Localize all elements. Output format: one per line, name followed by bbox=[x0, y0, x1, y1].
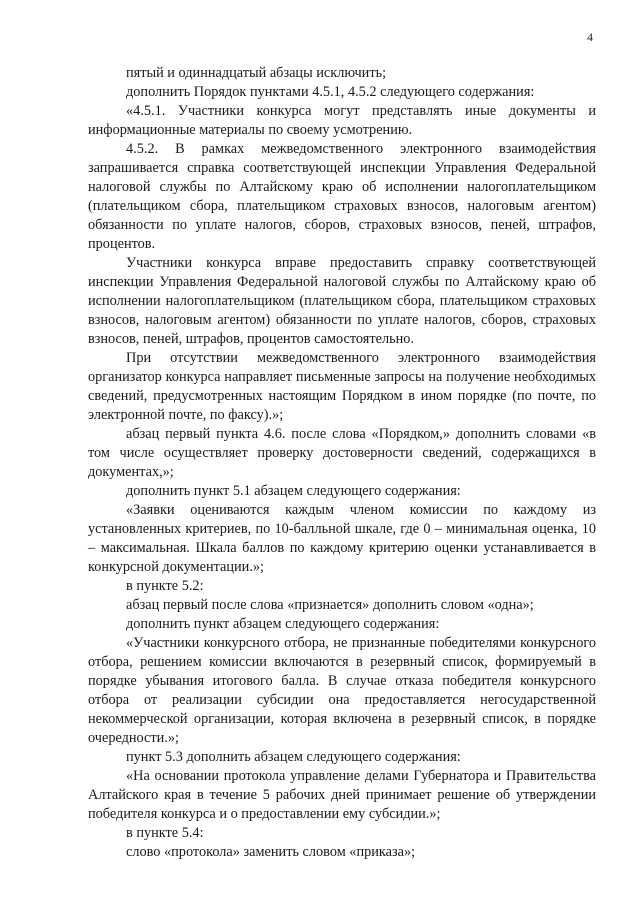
paragraph: «Заявки оцениваются каждым членом комиссии по каждому из установленных критериев, по 10-балльной шкале, где 0 – минимальная оценка, 10 – максимальная. Шкала баллов по каждому критерию оценки устанавливается в конкурсной документации.»; bbox=[88, 502, 596, 575]
paragraph: в пункте 5.2: bbox=[126, 578, 204, 594]
document-body bbox=[88, 64, 596, 862]
paragraph: дополнить пункт абзацем следующего содержания: bbox=[126, 616, 440, 632]
page-number: 4 bbox=[587, 30, 593, 44]
paragraph: пункт 5.3 дополнить абзацем следующего содержания: bbox=[126, 749, 461, 765]
paragraph: 4.5.2. В рамках межведомственного электронного взаимодействия запрашивается справка соответствующей инспекции Управления Федеральной налоговой службы по Алтайскому краю об исполнении налогоплательщиком (плательщиком сбора, плательщиком страховых взносов, налоговым агентом) обязанности по уплате налогов, сборов, страховых взносов, пеней, штрафов, процентов. bbox=[88, 141, 596, 252]
paragraph: абзац первый после слова «признается» дополнить словом «одна»; bbox=[126, 597, 534, 613]
paragraph: «На основании протокола управление делами Губернатора и Правительства Алтайского края в течение 5 рабочих дней принимает решение об утверждении победителя конкурса и о предоставлении ему субсидии.»; bbox=[88, 768, 596, 822]
paragraph: дополнить Порядок пунктами 4.5.1, 4.5.2 следующего содержания: bbox=[126, 84, 535, 100]
paragraph: «4.5.1. Участники конкурса могут представлять иные документы и информационные материалы по своему усмотрению. bbox=[88, 103, 596, 138]
paragraph: «Участники конкурсного отбора, не признанные победителями конкурсного отбора, решением комиссии включаются в резервный список, формируемый в порядке убывания итогового балла. В случае отказа победителя конкурсного отбора от реализации субсидии она предоставляется негосударственной некоммерческой организации, которая включена в резервный список, в порядке очередности.»; bbox=[88, 635, 596, 746]
paragraph: Участники конкурса вправе предоставить справку соответствующей инспекции Управления Федеральной налоговой службы по Алтайскому краю об исполнении налогоплательщиком (плательщиком сбора, плательщиком страховых взносов, налоговым агентом) обязанности по уплате налогов, сборов, страховых взносов, пеней, штрафов, процентов самостоятельно. bbox=[88, 255, 596, 347]
paragraph: слово «протокола» заменить словом «приказа»; bbox=[126, 844, 416, 860]
paragraph: При отсутствии межведомственного электронного взаимодействия организатор конкурса направляет письменные запросы на получение необходимых сведений, предусмотренных настоящим Порядком в ином порядке (по почте, по электронной почте, по факсу).»; bbox=[88, 350, 596, 423]
paragraph: пятый и одиннадцатый абзацы исключить; bbox=[126, 65, 387, 81]
paragraph: абзац первый пункта 4.6. после слова «Порядком,» дополнить словами «в том числе осуществляет проверку достоверности сведений, содержащихся в документах,»; bbox=[88, 426, 596, 480]
paragraph: в пункте 5.4: bbox=[126, 825, 204, 841]
paragraph: дополнить пункт 5.1 абзацем следующего содержания: bbox=[126, 483, 461, 499]
